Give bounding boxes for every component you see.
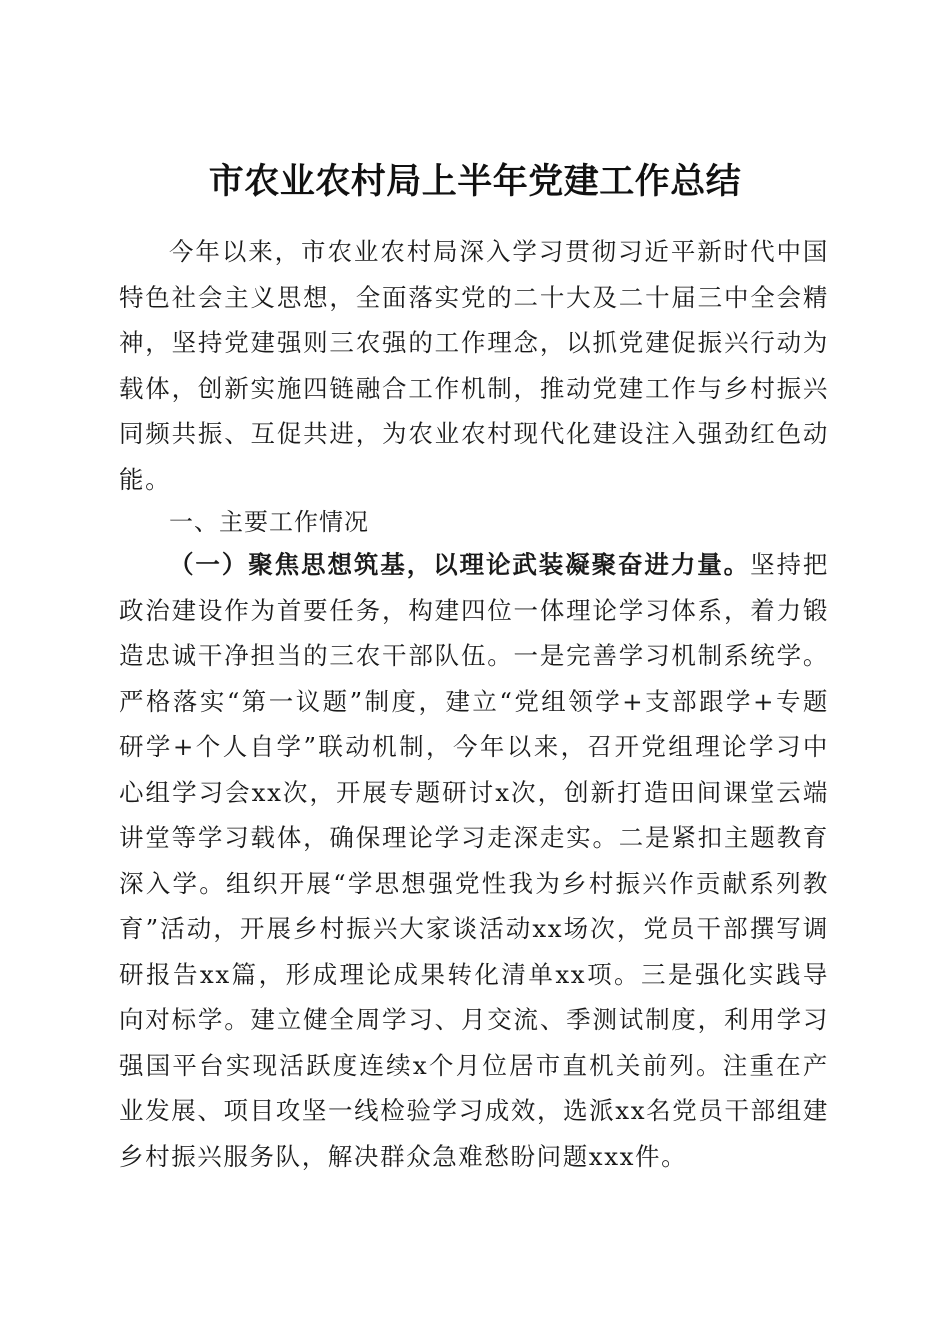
subsection-heading-ideology: （一）聚焦思想筑基，以理论武装凝聚奋进力量。 (169, 550, 751, 579)
subsection-body-ideology: 坚持把政治建设作为首要任务，构建四位一体理论学习体系，着力锻造忠诚干净担当的三农干部队伍。一是完善学习机制系统学。严格落实“第一议题”制度，建立“党组领学+支部跟学+专题研学+个人自学”联动机制，今年以来，召开党组理论学习中心组学习会xx次，开展专题研讨x次，创新打造田间课堂云端讲堂等学习载体，确保理论学习走深走实。二是紧扣主题教育深入学。组织开展“学思想强党性我为乡村振兴作贡献系列教育”活动，开展乡村振兴大家谈活动xx场次，党员干部撰写调研报告xx篇，形成理论成果转化清单xx项。三是强化实践导向对标学。建立健全周学习、月交流、季测试制度，利用学习强国平台实现活跃度连续x个月位居市直机关前列。注重在产业发展、项目攻坚一线检验学习成效，选派xx名党员干部组建乡村振兴服务队，解决群众急难愁盼问题xxx件。 (119, 550, 829, 1171)
document-title: 市农业农村局上半年党建工作总结 (208, 161, 742, 203)
intro-paragraph: 今年以来，市农业农村局深入学习贯彻习近平新时代中国特色社会主义思想，全面落实党的二十大及二十届三中全会精神，坚持党建强则三农强的工作理念，以抓党建促振兴行动为载体，创新实施四链融合工作机制，推动党建工作与乡村振兴同频共振、互促共进，为农业农村现代化建设注入强劲红色动能。 (119, 237, 829, 494)
section-heading-main-work: 一、主要工作情况 (169, 508, 369, 536)
subsection-paragraph-ideology (119, 542, 829, 1179)
